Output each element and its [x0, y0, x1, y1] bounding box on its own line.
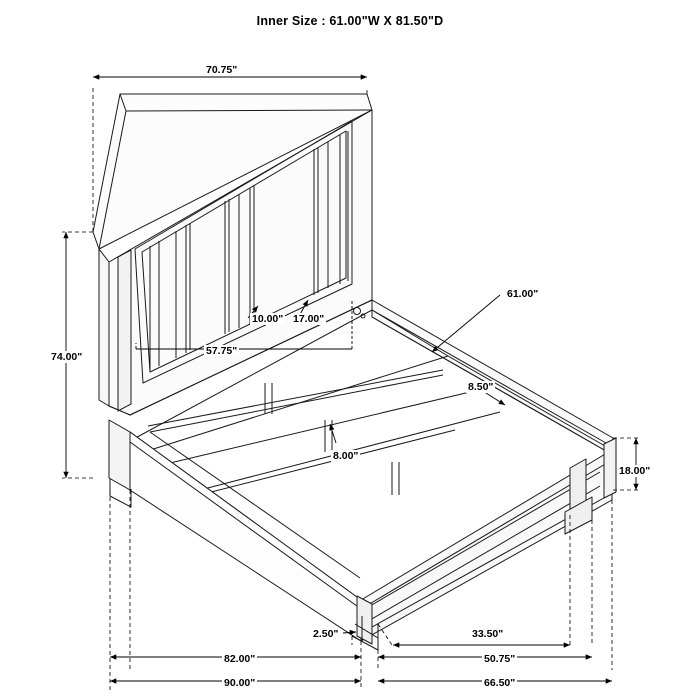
dim-headboard-height: 74.00" [51, 351, 83, 363]
dim-leg-height: 2.50" [313, 628, 339, 640]
dim-overall-width: 66.50" [484, 677, 516, 689]
dim-panel-width: 17.00" [293, 313, 325, 325]
page-title: Inner Size : 61.00"W X 81.50"D [256, 14, 444, 28]
dim-rail-height: 8.50" [468, 381, 494, 393]
dim-footboard-width: 50.75" [484, 653, 516, 665]
dim-footboard-height: 18.00" [619, 465, 651, 477]
dim-bed-length-inner: 82.00" [224, 653, 256, 665]
dim-panel-height: 10.00" [252, 313, 284, 325]
dim-mattress-width: 61.00" [507, 288, 539, 300]
dim-headboard-inner-width: 57.75" [206, 345, 238, 357]
dim-slat-height: 8.00" [333, 450, 359, 462]
dim-headboard-width: 70.75" [206, 64, 238, 76]
dim-footboard-inner: 33.50" [472, 628, 504, 640]
dim-overall-length: 90.00" [224, 677, 256, 689]
